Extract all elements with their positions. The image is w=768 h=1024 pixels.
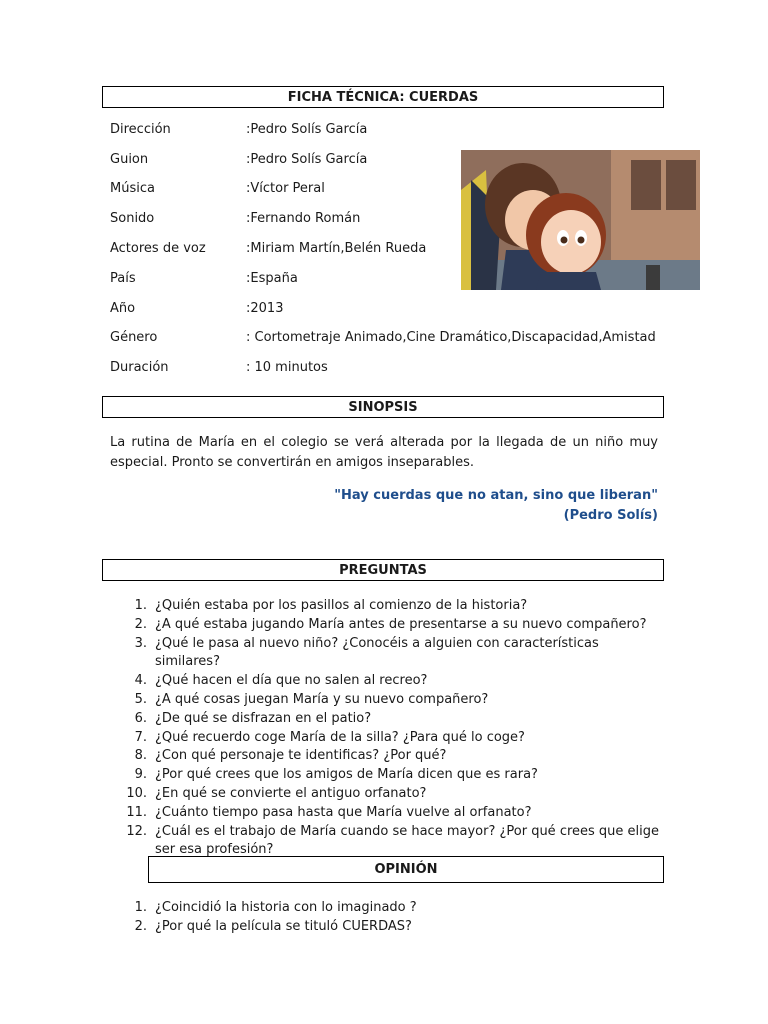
question-text: ¿Cuánto tiempo pasa hasta que María vuelve al orfanato? xyxy=(155,804,532,820)
sinopsis-quote xyxy=(334,486,658,526)
ficha-label: Actores de voz xyxy=(110,241,206,256)
ficha-row xyxy=(110,360,328,375)
list-item xyxy=(115,616,660,635)
list-number: 1. xyxy=(134,900,147,915)
ficha-row xyxy=(110,181,325,196)
preguntas-heading: PREGUNTAS xyxy=(102,559,664,581)
list-item xyxy=(115,729,660,748)
movie-still-image xyxy=(461,150,700,290)
ficha-value: :Miriam Martín,Belén Rueda xyxy=(246,241,427,256)
list-number: 6. xyxy=(134,710,147,726)
movie-still-illustration xyxy=(461,150,700,290)
list-number: 8. xyxy=(134,748,147,764)
question-text: ¿Por qué la película se tituló CUERDAS? xyxy=(155,918,412,934)
ficha-value: :2013 xyxy=(246,301,284,316)
ficha-value: : Cortometraje Animado,Cine Dramático,Discapacidad,Amistad xyxy=(246,330,656,345)
ficha-label: Guion xyxy=(110,152,149,167)
opinion-heading: OPINIÓN xyxy=(148,856,664,883)
ficha-label: Duración xyxy=(110,360,169,375)
ficha-value: :Pedro Solís García xyxy=(246,152,368,167)
list-item xyxy=(115,785,660,804)
list-item xyxy=(115,597,660,616)
question-text: ¿Coincidió la historia con lo imaginado ? xyxy=(155,900,417,915)
ficha-value: : 10 minutos xyxy=(246,360,328,375)
list-item xyxy=(115,691,660,710)
list-number: 5. xyxy=(134,691,147,707)
ficha-label: Música xyxy=(110,181,155,196)
list-number: 1. xyxy=(134,598,147,613)
quote-text: "Hay cuerdas que no atan, sino que liberan" xyxy=(334,488,658,503)
ficha-row xyxy=(110,301,283,316)
list-item xyxy=(115,747,660,766)
list-number: 11. xyxy=(126,804,147,820)
list-number: 10. xyxy=(126,785,147,801)
sinopsis-heading: SINOPSIS xyxy=(102,396,664,418)
list-item xyxy=(115,710,660,729)
ficha-value: :Pedro Solís García xyxy=(246,122,368,137)
ficha-heading: FICHA TÉCNICA: CUERDAS xyxy=(102,86,664,108)
question-text: ¿Qué hacen el día que no salen al recreo? xyxy=(155,673,428,689)
sinopsis-text: La rutina de María en el colegio se verá alterada por la llegada de un niño muy especial. Pronto se convertirán en amigos inseparables. xyxy=(110,435,658,470)
ficha-label: Sonido xyxy=(110,211,155,226)
list-item xyxy=(115,823,660,861)
ficha-label: Año xyxy=(110,301,136,316)
list-number: 4. xyxy=(134,673,147,689)
question-text: ¿Cuál es el trabajo de María cuando se hace mayor? ¿Por qué crees que elige ser esa profesión? xyxy=(155,823,660,858)
ficha-row xyxy=(110,122,367,137)
list-number: 3. xyxy=(134,635,147,651)
question-text: ¿A qué estaba jugando María antes de presentarse a su nuevo compañero? xyxy=(155,616,647,632)
list-number: 2. xyxy=(134,918,147,934)
ficha-row xyxy=(110,330,656,345)
question-text: ¿De qué se disfrazan en el patio? xyxy=(155,710,372,726)
question-text: ¿Con qué personaje te identificas? ¿Por qué? xyxy=(155,748,447,764)
question-text: ¿Qué le pasa al nuevo niño? ¿Conocéis a alguien con características similares? xyxy=(155,635,599,670)
ficha-label: Dirección xyxy=(110,122,171,137)
question-text: ¿Por qué crees que los amigos de María dicen que es rara? xyxy=(155,767,538,783)
ficha-value: :España xyxy=(246,271,298,286)
ficha-value: :Víctor Peral xyxy=(246,181,325,196)
list-item xyxy=(115,635,660,673)
question-text: ¿Quién estaba por los pasillos al comienzo de la historia? xyxy=(155,598,528,613)
list-item xyxy=(115,899,660,918)
question-text: ¿Qué recuerdo coge María de la silla? ¿Para qué lo coge? xyxy=(155,729,525,745)
list-number: 7. xyxy=(134,729,147,745)
question-text: ¿En qué se convierte el antiguo orfanato? xyxy=(155,785,427,801)
list-number: 2. xyxy=(134,616,147,632)
ficha-value: :Fernando Román xyxy=(246,211,361,226)
list-item xyxy=(115,918,660,937)
list-item xyxy=(115,672,660,691)
ficha-label: País xyxy=(110,271,136,286)
ficha-row xyxy=(110,271,298,286)
ficha-row xyxy=(110,211,360,226)
list-number: 9. xyxy=(134,767,147,783)
opinion-list xyxy=(115,899,660,937)
ficha-row xyxy=(110,241,426,256)
list-item xyxy=(115,804,660,823)
question-text: ¿A qué cosas juegan María y su nuevo compañero? xyxy=(155,691,489,707)
list-item xyxy=(115,766,660,785)
quote-author: (Pedro Solís) xyxy=(563,508,658,523)
preguntas-list xyxy=(115,597,660,860)
ficha-label: Género xyxy=(110,330,158,345)
list-number: 12. xyxy=(126,823,147,839)
ficha-row xyxy=(110,152,367,167)
